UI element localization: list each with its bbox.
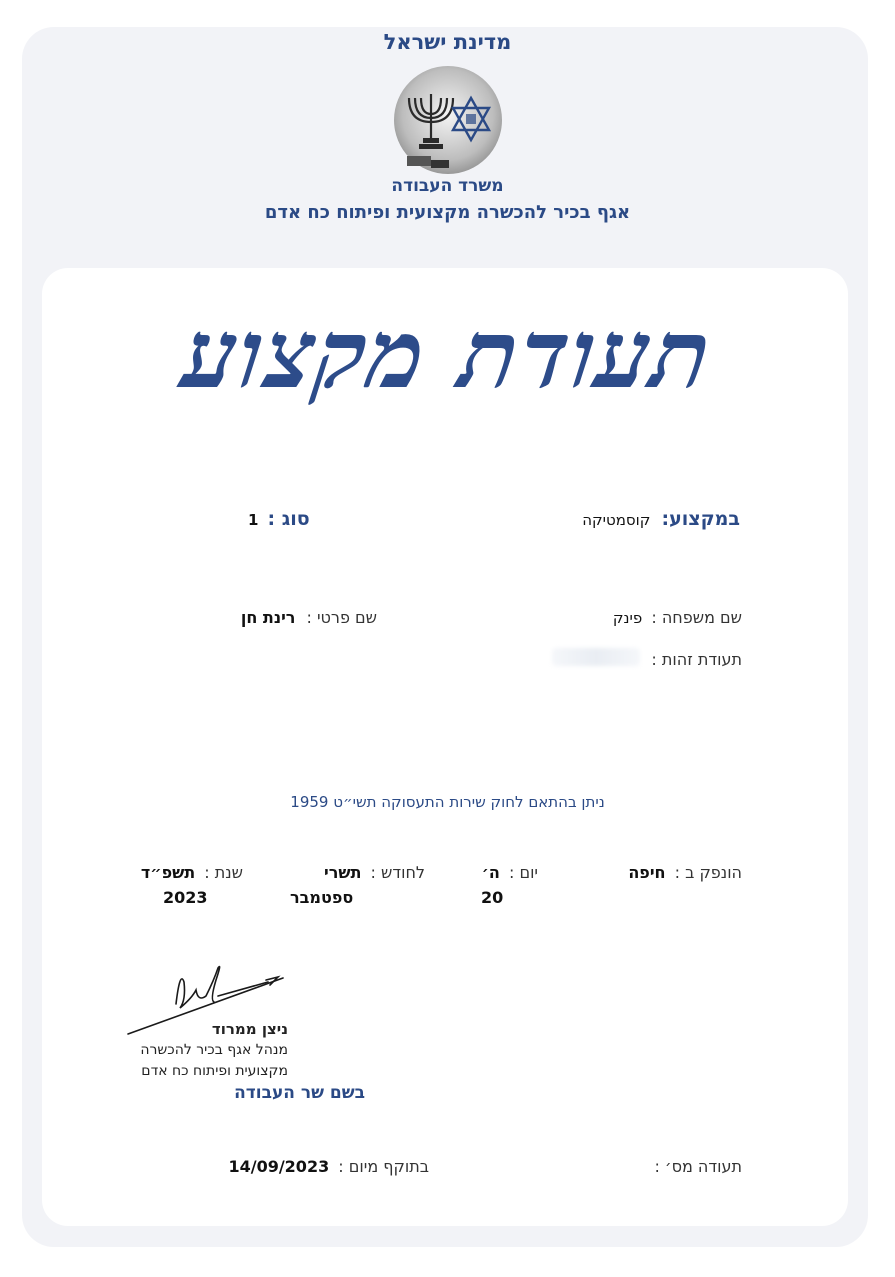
certificate-title: תעודת מקצוע bbox=[175, 300, 720, 410]
signatory-title-line2: מקצועית ופיתוח כח אדם bbox=[141, 1063, 288, 1079]
signatory-name: ניצן ממרוד bbox=[211, 1020, 288, 1038]
last-name-label: שם משפחה : bbox=[651, 608, 742, 627]
redacted-id-value bbox=[552, 648, 640, 666]
profession-value: קוסמטיקה bbox=[582, 511, 651, 529]
issue-day-row bbox=[482, 863, 538, 882]
first-name-label: שם פרטי : bbox=[306, 608, 377, 627]
id-label: תעודת זהות : bbox=[651, 650, 742, 669]
issue-month-hebrew: תשרי bbox=[324, 863, 362, 882]
issue-place-label: הונפק ב : bbox=[674, 863, 742, 882]
id-row bbox=[651, 650, 742, 669]
issue-month-gregorian: ספטמבר bbox=[290, 888, 354, 907]
issue-year-gregorian: 2023 bbox=[163, 888, 208, 907]
issue-year-label: שנת : bbox=[204, 863, 243, 882]
signatory-title-line1: מנהל אגף בכיר להכשרה bbox=[140, 1042, 288, 1058]
state-name: מדינת ישראל bbox=[383, 30, 512, 54]
issue-month-label: לחודש : bbox=[370, 863, 425, 882]
issue-year-hebrew: תשפ״ד bbox=[140, 863, 196, 882]
first-name-value: רינת חן bbox=[240, 608, 296, 627]
certificate-number-label: תעודה מס׳ : bbox=[654, 1157, 742, 1176]
profession-label: במקצוע: bbox=[661, 508, 740, 530]
grade-row bbox=[248, 508, 310, 530]
valid-from-value: 14/09/2023 bbox=[228, 1157, 330, 1176]
issue-place-row bbox=[628, 863, 742, 882]
valid-from-label: בתוקף מיום : bbox=[338, 1157, 429, 1176]
ministry-name: משרד העבודה bbox=[391, 176, 504, 196]
last-name-row bbox=[613, 608, 742, 627]
issue-day-label: יום : bbox=[508, 863, 538, 882]
certificate-number-row bbox=[654, 1157, 742, 1176]
on-behalf-of-minister: בשם שר העבודה bbox=[234, 1083, 365, 1103]
issue-place-value: חיפה bbox=[628, 863, 666, 882]
issue-day-number: 20 bbox=[481, 888, 504, 907]
first-name-row bbox=[241, 608, 377, 627]
profession-row bbox=[582, 508, 740, 530]
state-emblem-icon bbox=[391, 64, 505, 176]
issue-year-row bbox=[141, 863, 243, 882]
issue-day-hebrew: ה׳ bbox=[481, 863, 500, 882]
grade-label: סוג : bbox=[267, 508, 310, 530]
issue-month-row bbox=[324, 863, 425, 882]
certificate-body bbox=[42, 268, 848, 1226]
law-reference: ניתן בהתאם לחוק שירות התעסוקה תשי״ט 1959 bbox=[290, 793, 605, 811]
last-name-value: פינק bbox=[612, 609, 643, 627]
department-name: אגף בכיר להכשרה מקצועית ופיתוח כח אדם bbox=[264, 202, 631, 223]
grade-value: 1 bbox=[248, 511, 259, 529]
valid-from-row bbox=[228, 1157, 429, 1176]
